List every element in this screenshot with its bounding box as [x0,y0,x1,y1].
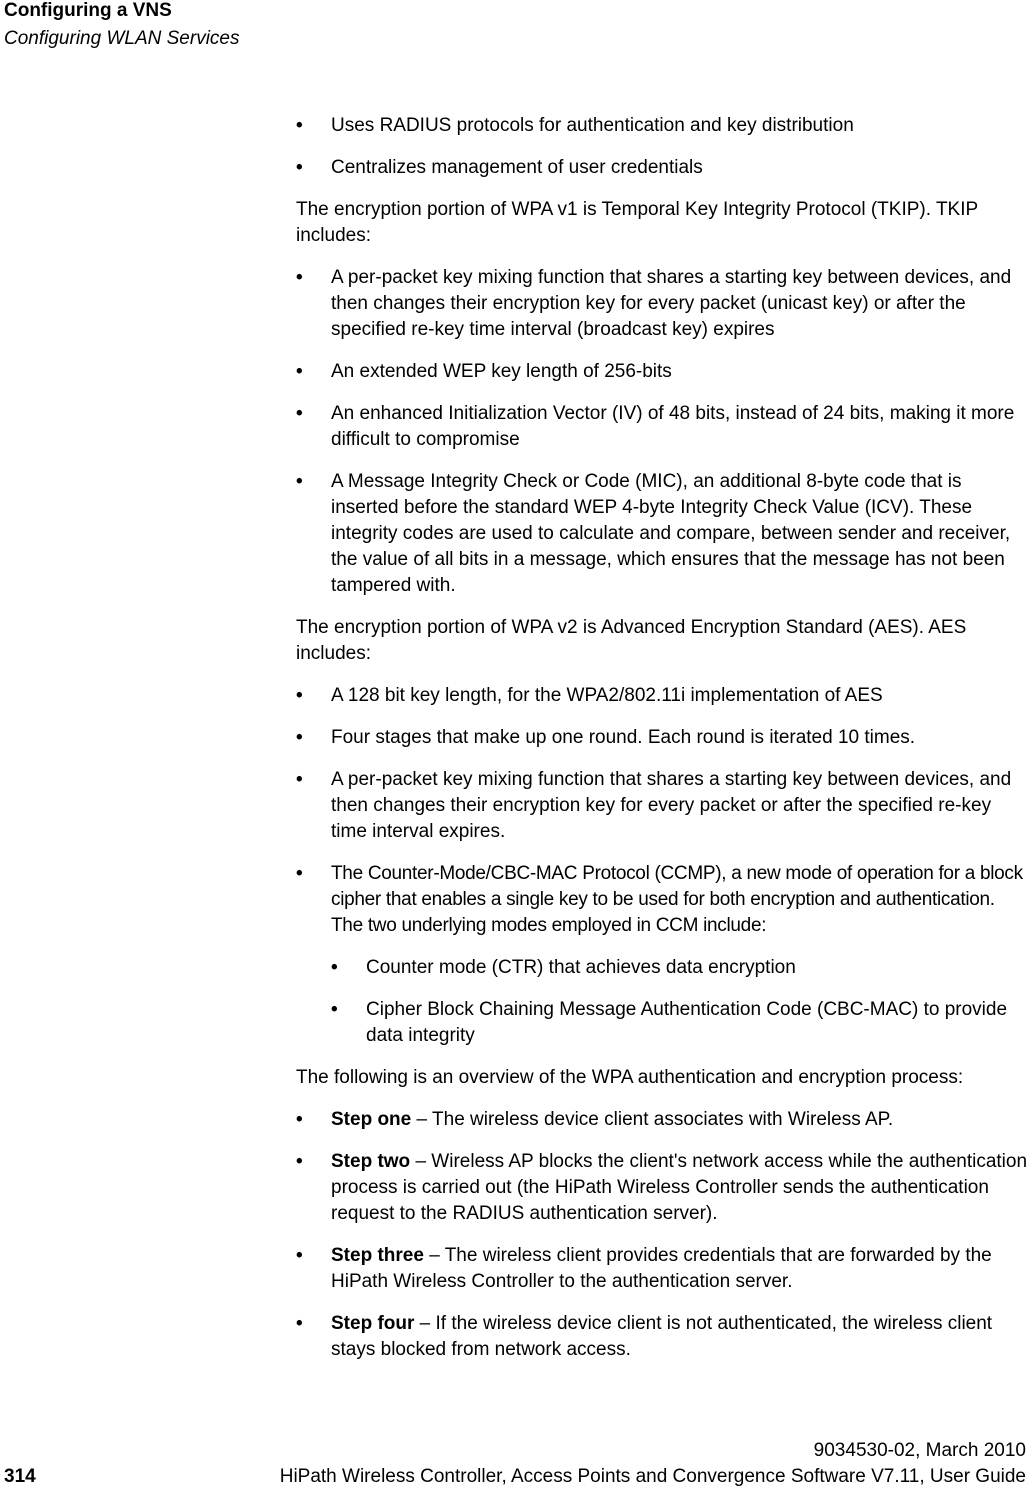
bullet-item [296,401,1030,453]
block-text: Cipher Block Chaining Message Authentication Code (CBC-MAC) to provide data integrity [366,999,1008,1046]
footer-doc-id: 9034530-02, March 2010 [813,1440,1026,1461]
bullet-item [296,155,1030,181]
page-number: 314 [4,1466,36,1487]
bullet-item [296,1311,1030,1363]
step-label: Step two [331,1151,411,1172]
footer-guide-title: HiPath Wireless Controller, Access Points and Convergence Software V7.11, User Guide [279,1466,1026,1487]
block-text: A Message Integrity Check or Code (MIC), an additional 8-byte code that is inserted before the standard WEP 4-byte Integrity Check Value (ICV). These integrity codes are used to calculate and compare, between sender and receiver, the value of all bits in a message, which ensures that the message has not been tampered with. [331,471,1011,596]
block-text: Centralizes management of user credentials [331,157,703,178]
bullet-item [296,1149,1030,1227]
block-text: The encryption portion of WPA v1 is Temporal Key Integrity Protocol (TKIP). TKIP includes: [296,199,978,246]
running-header-subtitle: Configuring WLAN Services [4,28,240,49]
bullet-item [296,767,1030,845]
block-text: A per-packet key mixing function that shares a starting key between devices, and then changes their encryption key for every packet (unicast key) or after the specified re-key time interval (broadcast key) expires [331,267,1012,340]
bullet-item [296,1243,1030,1295]
paragraph [296,1065,1030,1091]
step-label: Step three [331,1245,424,1266]
step-label: Step four [331,1313,415,1334]
sub-bullet-item [331,955,1030,981]
bullet-item [296,725,1030,751]
block-text: The encryption portion of WPA v2 is Advanced Encryption Standard (AES). AES includes: [296,617,967,664]
bullet-item [296,359,1030,385]
block-text: An enhanced Initialization Vector (IV) of 48 bits, instead of 24 bits, making it more difficult to compromise [331,403,1015,450]
bullet-item [296,1107,1030,1133]
block-text: A per-packet key mixing function that shares a starting key between devices, and then changes their encryption key for every packet or after the specified re-key time interval expires. [331,769,1012,842]
paragraph [296,615,1030,667]
bullet-item [296,683,1030,709]
bullet-item [296,113,1030,139]
block-text: – If the wireless device client is not authenticated, the wireless client stays blocked from network access. [331,1313,993,1360]
block-text: Counter mode (CTR) that achieves data encryption [366,957,796,978]
document-body [296,113,1030,1379]
block-text: – Wireless AP blocks the client's network access while the authentication process is carried out (the HiPath Wireless Controller sends the authentication request to the RADIUS authentication server). [331,1151,1028,1224]
step-label: Step one [331,1109,412,1130]
block-text: The Counter-Mode/CBC-MAC Protocol (CCMP), a new mode of operation for a block cipher that enables a single key to be used for both encryption and authentication. The two underlying modes employed in CCM include: [331,863,1023,936]
block-text: An extended WEP key length of 256-bits [331,361,672,382]
sub-bullet-item [331,997,1030,1049]
block-text: A 128 bit key length, for the WPA2/802.11i implementation of AES [331,685,883,706]
block-text: – The wireless device client associates with Wireless AP. [411,1109,894,1130]
bullet-item [296,861,1030,939]
block-text: – The wireless client provides credentials that are forwarded by the HiPath Wireless Controller to the authentication server. [331,1245,992,1292]
block-text: Four stages that make up one round. Each round is iterated 10 times. [331,727,916,748]
running-header-title: Configuring a VNS [4,0,172,21]
bullet-item [296,469,1030,599]
block-text: Uses RADIUS protocols for authentication and key distribution [331,115,854,136]
paragraph [296,197,1030,249]
bullet-item [296,265,1030,343]
block-text: The following is an overview of the WPA authentication and encryption process: [296,1067,964,1088]
